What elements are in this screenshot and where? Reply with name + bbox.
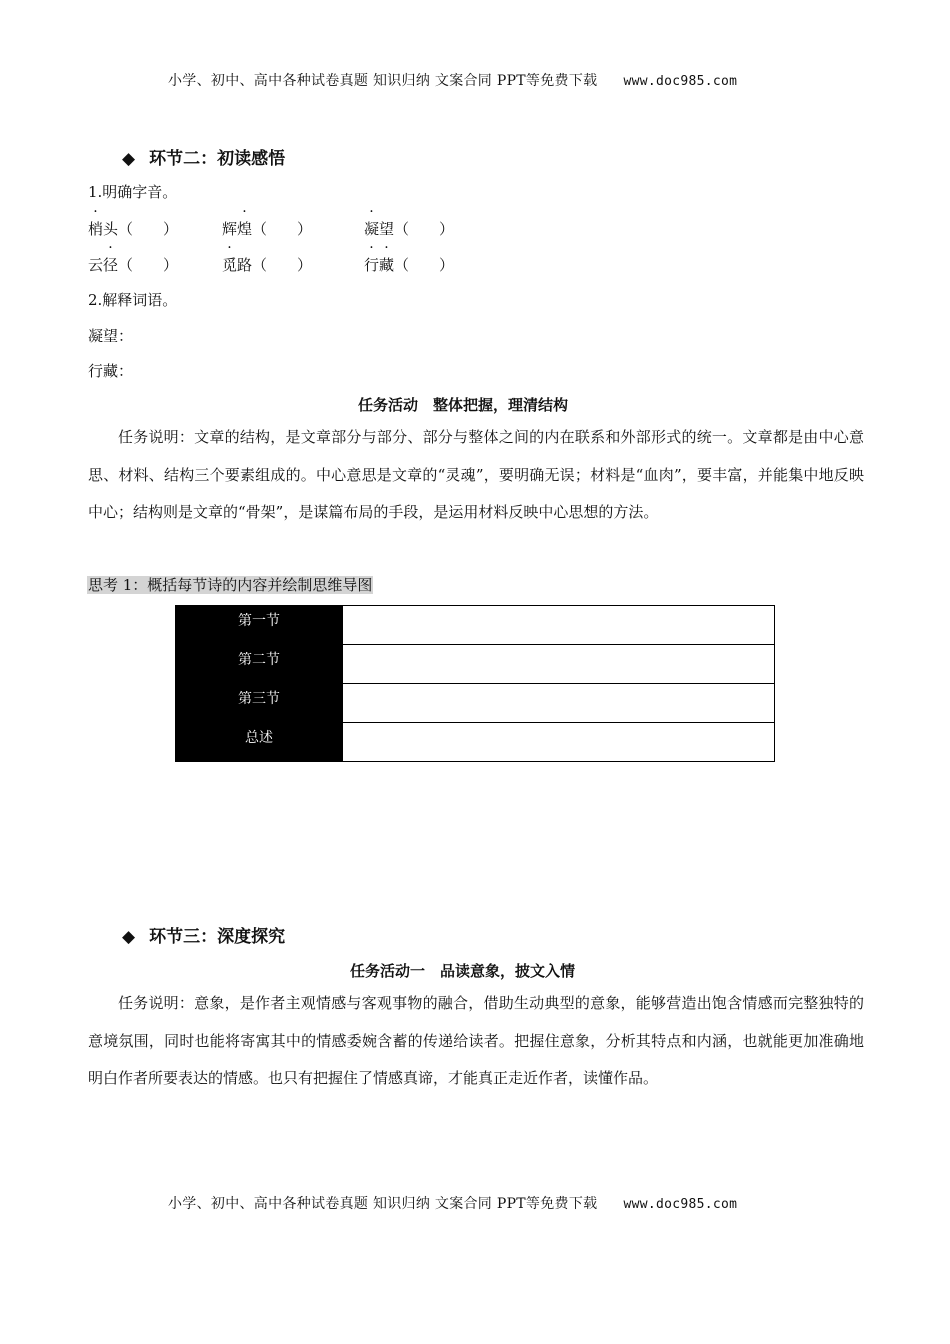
term-xingcang: 行藏： [88, 362, 134, 380]
answer-cell[interactable] [343, 606, 775, 645]
section2-title: 环节二：初读感悟 [149, 149, 286, 169]
task-description-structure: 任务说明：文章的结构，是文章部分与部分、部分与整体之间的内在联系和外部形式的统一。文章都是由中心意思、材料、结构三个要素组成的。中心意思是文章的“灵魂”，要明确无误；材料是“血肉”，要丰富，并能集中地反映中心；结构则是文章的“骨架”，是谋篇布局的手段，是运用材料反映中心思想的方法。 [88, 428, 864, 521]
footer-url[interactable]: www.doc985.com [623, 1197, 738, 1212]
diamond-bullet-icon: ◆ [122, 927, 136, 947]
dotted-char: 煌 [237, 220, 253, 238]
pinyin-item-3: 凝望（ ） [364, 220, 455, 238]
pinyin-item-2: 辉煌（ ） [222, 220, 313, 238]
pinyin-item-5: 觅路（ ） [222, 256, 313, 274]
dotted-char: 径 [103, 256, 119, 274]
row-label: 第二节 [176, 645, 343, 684]
think-prompt-1 [87, 574, 373, 595]
answer-cell[interactable] [343, 645, 775, 684]
table-row [176, 645, 775, 684]
row-label: 第一节 [176, 606, 343, 645]
dotted-char: 藏 [379, 256, 395, 274]
mind-map-table [175, 605, 775, 762]
header-text: 小学、初中、高中各种试卷真题 知识归纳 文案合同 PPT等免费下载 [168, 73, 598, 89]
dotted-char: 觅 [222, 256, 238, 274]
row-label: 第三节 [176, 684, 343, 723]
dotted-char: 行 [364, 256, 380, 274]
pinyin-item-4: 云径（ ） [88, 256, 179, 274]
table-row [176, 723, 775, 762]
pinyin-item-6: 行藏（ ） [364, 256, 455, 274]
table-row [176, 606, 775, 645]
section3-heading [122, 922, 285, 947]
table-row [176, 684, 775, 723]
answer-cell[interactable] [343, 723, 775, 762]
section2-heading [122, 144, 285, 169]
task-title-imagery: 任务活动一 品读意象，披文入情 [350, 962, 576, 980]
dotted-char: 梢 [88, 220, 104, 238]
page-footer [168, 1193, 737, 1213]
think-prompt-text: 思考 1：概括每节诗的内容并绘制思维导图 [88, 576, 373, 594]
question-2: 2.解释词语。 [88, 291, 178, 309]
pinyin-item-1: 梢头（ ） [88, 220, 179, 238]
answer-cell[interactable] [343, 684, 775, 723]
header-url[interactable]: www.doc985.com [623, 74, 738, 89]
diamond-bullet-icon: ◆ [122, 149, 136, 169]
footer-text: 小学、初中、高中各种试卷真题 知识归纳 文案合同 PPT等免费下载 [168, 1196, 598, 1212]
task-title-structure: 任务活动 整体把握，理清结构 [358, 396, 569, 414]
dotted-char: 凝 [364, 220, 380, 238]
question-1: 1.明确字音。 [88, 183, 178, 201]
task-description-imagery: 任务说明：意象，是作者主观情感与客观事物的融合，借助生动典型的意象，能够营造出饱含情感而完整独特的意境氛围，同时也能将寄寓其中的情感委婉含蓄的传递给读者。把握住意象，分析其特点和内涵，也就能更加准确地明白作者所要表达的情感。也只有把握住了情感真谛，才能真正走近作者，读懂作品。 [88, 994, 864, 1087]
term-ningwang: 凝望： [88, 327, 134, 345]
page-header [168, 70, 737, 90]
section3-title: 环节三：深度探究 [149, 927, 286, 947]
row-label: 总述 [176, 723, 343, 762]
